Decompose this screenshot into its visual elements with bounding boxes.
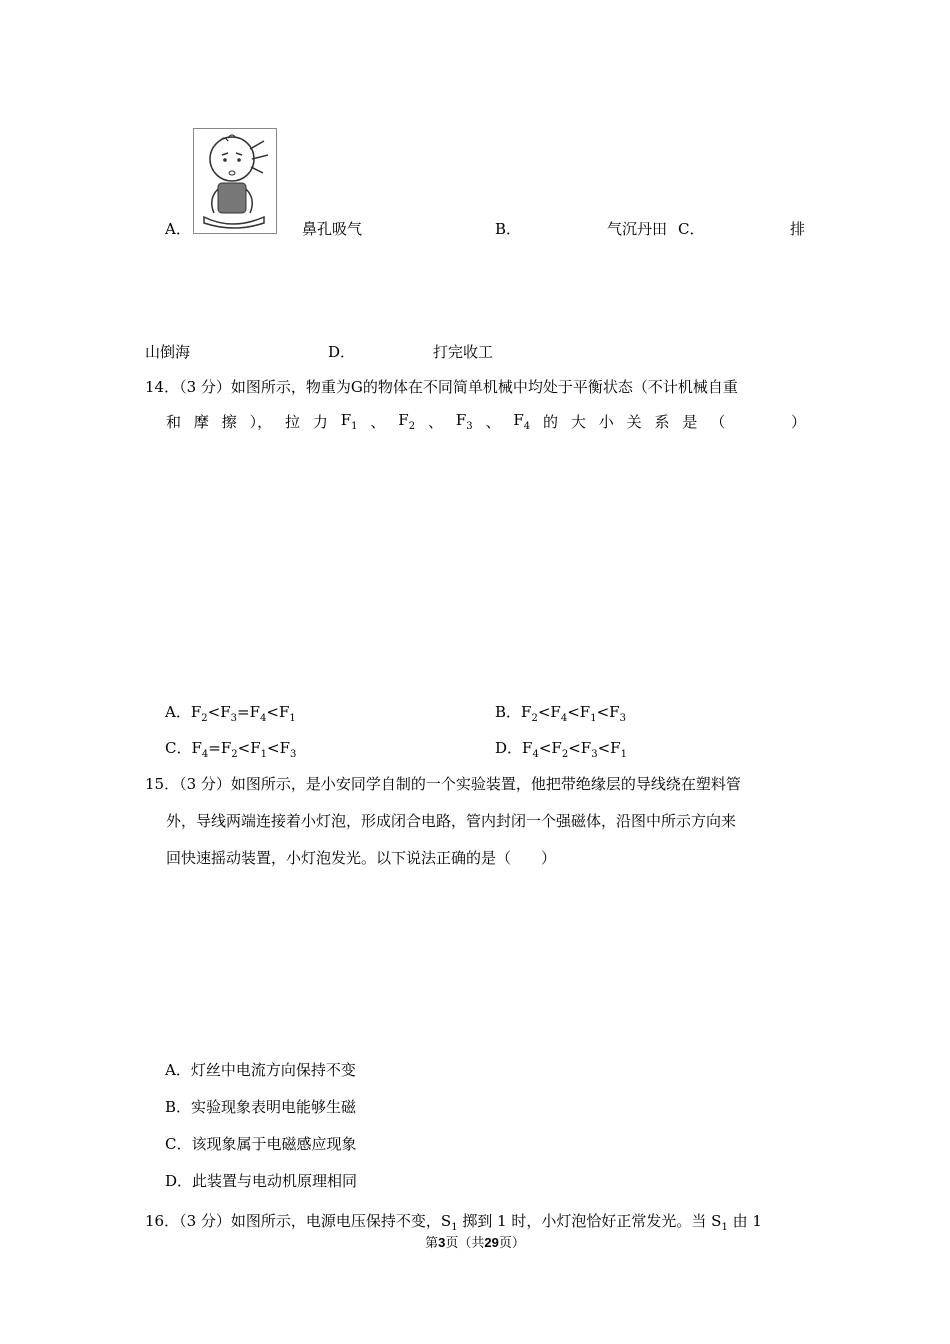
q14-word: ） xyxy=(790,413,806,431)
q15-stem-line2: 外，导线两端连接着小灯泡，形成闭合电路，管内封闭一个强磁体，沿图中所示方向来 xyxy=(166,812,737,830)
q14-word: （ xyxy=(710,413,726,431)
q13-option-b-label[interactable]: B． xyxy=(495,220,522,238)
q13-option-a-label[interactable]: A． xyxy=(165,220,191,238)
q15-option-a[interactable]: A．灯丝中电流方向保持不变 xyxy=(165,1061,356,1079)
q13-option-d-label[interactable]: D． xyxy=(328,343,356,361)
page-footer: 第3页（共29页） xyxy=(425,1235,525,1251)
q15-stem-line1: 15．（3 分）如图所示，是小安同学自制的一个实验装置，他把带绝缘层的导线绕在塑料管 xyxy=(145,775,741,793)
q14-word: 小 xyxy=(598,413,614,431)
q13-option-a-text: 鼻孔吸气 xyxy=(302,220,363,238)
q13-option-c-text-part1: 排 xyxy=(790,220,806,238)
q14-word: ）， xyxy=(249,413,273,431)
q14-word: 的 xyxy=(543,413,559,431)
meditating-figure-image xyxy=(193,128,277,234)
q14-option-b[interactable]: B．$F_2<F_4<F_1<F_3$ xyxy=(495,703,626,724)
q16-stem-line1: 16．（3 分）如图所示，电源电压保持不变，$S_1$ 掷到 1 时，小灯泡恰好正常发光。当 $S_1$ 由 1 xyxy=(145,1212,762,1233)
q14-word: 关 xyxy=(626,413,642,431)
q15-stem-line3: 回快速摇动装置，小灯泡发光。以下说法正确的是（ ） xyxy=(166,849,557,867)
q14-force-f2: $F_2$ xyxy=(398,411,416,432)
q14-separator: 、 xyxy=(427,413,443,431)
q14-word: 系 xyxy=(654,413,670,431)
q14-word: 和 xyxy=(166,413,182,431)
q13-option-d-text: 打完收工 xyxy=(433,343,494,361)
q14-force-f1: $F_1$ xyxy=(340,411,358,432)
q14-stem-line2 xyxy=(166,411,806,432)
q15-option-b[interactable]: B．实验现象表明电能够生磁 xyxy=(165,1098,357,1116)
q13-option-c-label[interactable]: C． xyxy=(678,220,705,238)
q14-force-f3: $F_3$ xyxy=(455,411,473,432)
q14-word: 大 xyxy=(570,413,586,431)
q14-option-d[interactable]: D．$F_4<F_2<F_3<F_1$ xyxy=(495,739,627,760)
q14-word: 拉 xyxy=(285,413,301,431)
q15-option-c[interactable]: C．该现象属于电磁感应现象 xyxy=(165,1135,357,1153)
q14-separator: 、 xyxy=(370,413,386,431)
q15-option-d[interactable]: D．此装置与电动机原理相同 xyxy=(165,1172,358,1190)
q14-word: 摩 xyxy=(193,413,209,431)
q14-word: 是 xyxy=(682,413,698,431)
q14-option-c[interactable]: C．$F_4=F_2<F_1<F_3$ xyxy=(165,739,297,760)
q14-option-a[interactable]: A．$F_2<F_3=F_4<F_1$ xyxy=(165,703,296,724)
q14-force-f4: $F_4$ xyxy=(513,411,531,432)
q14-word: 擦 xyxy=(221,413,237,431)
q13-option-b-text: 气沉丹田 xyxy=(607,220,668,238)
cartoon-figure-icon xyxy=(194,129,276,233)
q13-option-c-text-part2: 山倒海 xyxy=(145,343,191,361)
q14-word: 力 xyxy=(312,413,328,431)
q14-separator: 、 xyxy=(485,413,501,431)
q14-stem-line1: 14．（3 分）如图所示，物重为G的物体在不同简单机械中均处于平衡状态（不计机械自重 xyxy=(145,378,738,396)
